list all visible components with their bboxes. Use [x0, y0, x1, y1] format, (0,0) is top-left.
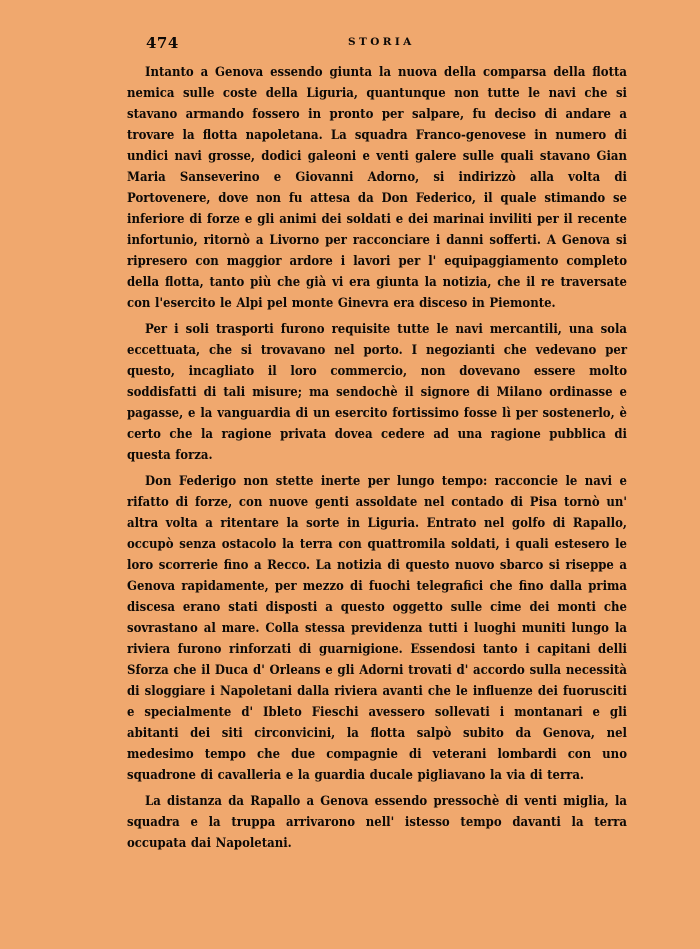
text-body [127, 62, 627, 859]
paragraph-1: Intanto a Genova essendo giunta la nuova della comparsa della flotta nemica sulle coste della Liguria, quantunque non tutte le navi che si stavano armando fossero in pronto per salpare, fu deciso di andare a trovare la flotta napoletana. La squadra Franco-genovese in numero di undici navi grosse, dodici galeoni e venti galere sulle quali stavano Gian Maria Sanseverino e Giovanni Adorno, si indirizzò alla volta di Portovenere, dove non fu attesa da Don Federico, il quale stimando se inferiore di forze e gli animi dei soldati e dei marinai inviliti per il recente infortunio, ritornò a Livorno per racconciare i danni sofferti. A Genova si ripresero con maggior ardore i lavori per l' equipaggiamento completo della flotta, tanto più che già vi era giunta la notizia, che il re traversate con l'esercito le Alpi pel monte Ginevra era disceso in Piemonte. [127, 65, 627, 311]
page-header [0, 34, 700, 54]
running-title: STORIA [348, 36, 415, 48]
paragraph-2: Per i soli trasporti furono requisite tutte le navi mercantili, una sola eccettuata, che si trovavano nel porto. I negozianti che vedevano per questo, incagliato il loro commercio, non dovevano essere molto soddisfatti di tali misure; ma sendochè il signore di Milano ordinasse e pagasse, e la vanguardia di un esercito fortissimo fosse lì per sostenerlo, è certo che la ragione privata dovea cedere ad una ragione pubblica di questa forza. [127, 322, 627, 463]
paragraph-4: La distanza da Rapallo a Genova essendo pressochè di venti miglia, la squadra e la truppa arrivarono nell' istesso tempo davanti la terra occupata dai Napoletani. [127, 794, 627, 851]
page-number: 474 [146, 34, 179, 52]
paragraph-3: Don Federigo non stette inerte per lungo tempo: racconcie le navi e rifatto di forze, con nuove genti assoldate nel contado di Pisa tornò un' altra volta a ritentare la sorte in Liguria. Entrato nel golfo di Rapallo, occupò senza ostacolo la terra con quattromila soldati, i quali estesero le loro scorrerie fino a Recco. La notizia di questo nuovo sbarco si riseppe a Genova rapidamente, per mezzo di fuochi telegrafici che fino dalla prima discesa erano stati disposti a questo oggetto sulle cime dei monti che sovrastano al mare. Colla stessa previdenza tutti i luoghi muniti lungo la riviera furono rinforzati di guarnigione. Essendosi tanto i capitani delli Sforza che il Duca d' Orleans e gli Adorni trovati d' accordo sulla necessità di sloggiare i Napoletani dalla riviera avanti che le influenze dei fuorusciti e specialmente d' Ibleto Fieschi avessero sollevati i montanari e gli abitanti dei siti circonvicini, la flotta salpò subito da Genova, nel medesimo tempo che due compagnie di veterani lombardi con uno squadrone di cavalleria e la guardia ducale pigliavano la via di terra. [127, 474, 627, 783]
